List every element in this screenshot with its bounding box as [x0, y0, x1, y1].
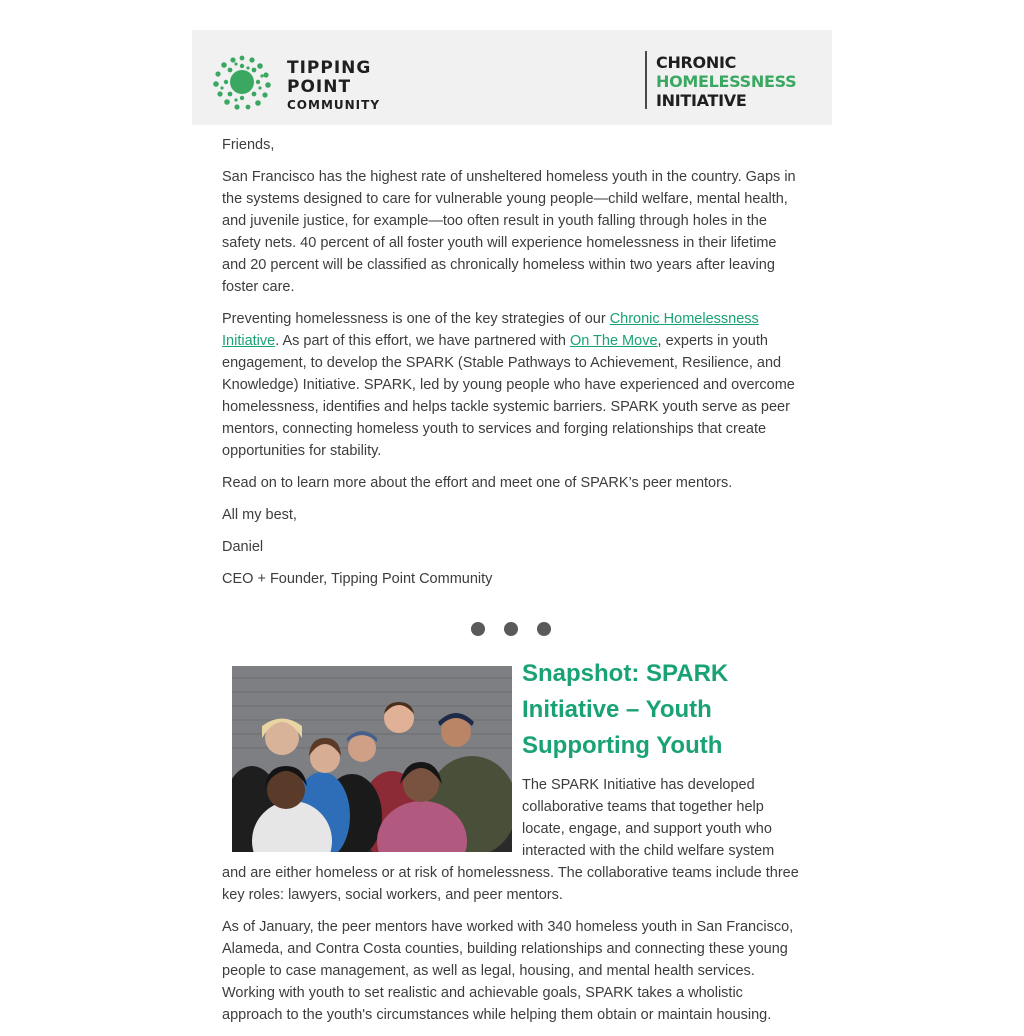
chi-line1: CHRONIC: [656, 53, 737, 72]
tp-wordmark-line1: TIPPING: [287, 58, 372, 78]
chronic-homelessness-link[interactable]: Chronic Homelessness Initiative: [222, 311, 759, 349]
snapshot-paragraph-1-top: The SPARK Initiative has developed collaborative teams that together help locate, engage, and support youth who interacted with the child welfare system: [522, 777, 775, 859]
email-header: [192, 30, 832, 125]
spark-youth-group-photo[interactable]: [232, 666, 512, 852]
divider-dot: [504, 622, 518, 636]
divider-dot: [471, 622, 485, 636]
letter-name: Daniel: [222, 539, 264, 555]
snapshot-paragraph-1-rest: and are either homeless or at risk of homelessness. The collaborative teams include three key roles: lawyers, social workers, and peer mentors.: [222, 865, 799, 903]
tp-wordmark-line3: COMMUNITY: [287, 98, 381, 112]
tp-wordmark-line2: POINT: [287, 77, 352, 97]
snapshot-paragraph-2: As of January, the peer mentors have worked with 340 homeless youth in San Francisco, Alameda, and Contra Costa counties, building relationships and connecting these young people to case management, as well as legal, housing, and mental health services. Working with youth to set realistic and achievable goals, SPARK takes a wholistic approach to the youth's circumstances while helping them obtain or maintain housing.: [222, 919, 794, 1023]
chi-line3: INITIATIVE: [656, 91, 747, 110]
chi-line2: HOMELESSNESS: [656, 72, 797, 91]
p2-text-a: Preventing homelessness is one of the key strategies of our: [222, 311, 610, 327]
letter-paragraph-3: Read on to learn more about the effort and meet one of SPARK’s peer mentors.: [222, 475, 733, 491]
on-the-move-link[interactable]: On The Move: [569, 333, 658, 349]
section-divider: [471, 622, 551, 636]
letter-closing: All my best,: [222, 507, 297, 523]
letter-paragraph-2: [222, 308, 804, 462]
chi-wordmark[interactable]: [656, 53, 796, 110]
email-container: [192, 30, 832, 1023]
letter-greeting: Friends,: [222, 137, 275, 153]
tipping-point-logo-icon[interactable]: [212, 54, 272, 110]
chi-divider-bar: [645, 51, 647, 109]
letter-signature: CEO + Founder, Tipping Point Community: [222, 571, 493, 587]
divider-dot: [537, 622, 551, 636]
snapshot-body: [222, 862, 804, 1036]
letter-body: [222, 134, 804, 600]
p2-text-b: . As part of this effort, we have partnered with: [275, 333, 570, 349]
letter-paragraph-1: San Francisco has the highest rate of unsheltered homeless youth in the country. Gaps in the systems designed to care for vulnerable young people—child welfare, mental health, and juvenile justice, for example—too often result in youth falling through holes in the safety nets. 40 percent of all foster youth will experience homelessness in their lifetime and 20 percent will be classified as chronically homeless within two years after leaving foster care.: [222, 169, 796, 295]
p2-text-c: , experts in youth engagement, to develop the SPARK (Stable Pathways to Achievement, Resilience, and Knowledge) Initiative. SPARK, led by young people who have experienced and overcome homelessness, identifies and helps tackle systemic barriers. SPARK youth serve as peer mentors, connecting homeless youth to services and forging relationships that create opportunities for stability.: [222, 333, 795, 459]
snapshot-headline: Snapshot: SPARK Initiative – Youth Supporting Youth: [522, 660, 729, 759]
photo-illustration: [232, 666, 512, 852]
tipping-point-wordmark[interactable]: [287, 59, 380, 113]
